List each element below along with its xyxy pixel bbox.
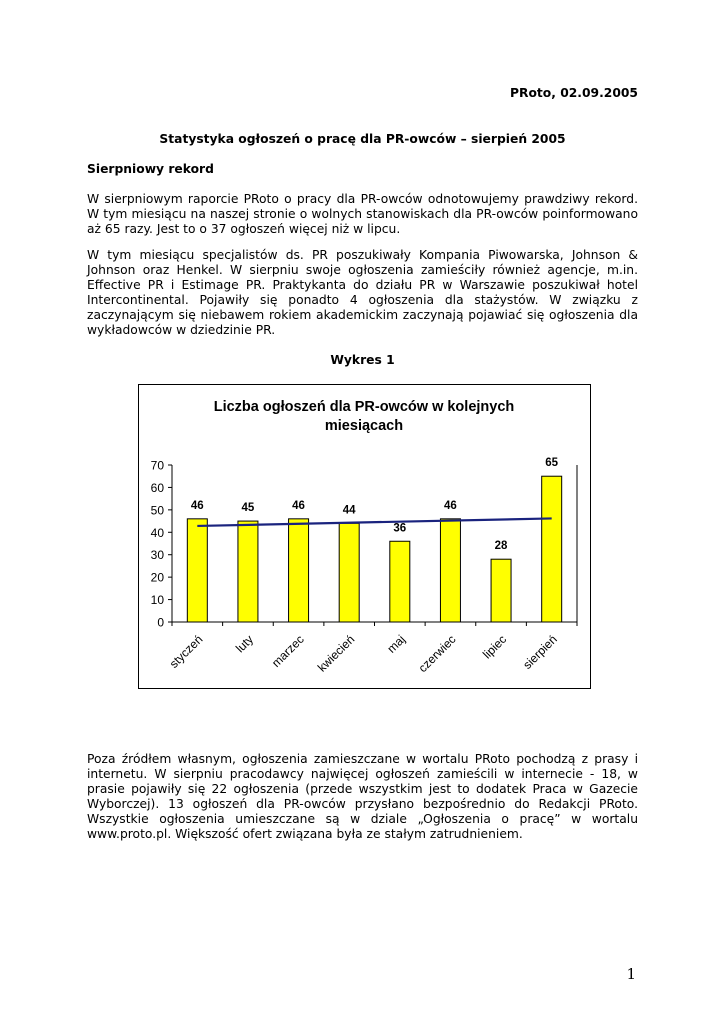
date-line: PRoto, 02.09.2005	[509, 86, 638, 100]
x-tick-label: luty	[232, 632, 257, 656]
bar-luty	[238, 521, 258, 622]
bar-styczeń	[187, 519, 207, 622]
data-label: 44	[342, 504, 356, 517]
y-tick-label: 50	[150, 503, 164, 518]
data-label: 46	[190, 499, 204, 512]
paragraph-1: W sierpniowym raporcie PRoto o pracy dla PR-owców odnotowujemy prawdziwy rekord. W tym miesiącu na naszej stronie o wolnych stanowiskach dla PR-owców poinformowano aż 65 razy. Jest to o 37 ogłoszeń więcej niż w lipcu.	[87, 192, 638, 236]
x-tick-label: czerwiec	[415, 632, 459, 676]
x-tick-label: maj	[384, 632, 408, 656]
data-label: 28	[494, 540, 508, 553]
y-tick-label: 30	[150, 548, 164, 563]
x-tick-label: marzec	[268, 632, 307, 670]
data-label: 46	[444, 499, 457, 512]
data-label: 45	[241, 502, 255, 515]
x-tick-label: lipiec	[479, 632, 510, 662]
x-tick-label: kwiecień	[314, 632, 358, 675]
bar-marzec	[289, 519, 309, 622]
page-number: 1	[626, 965, 636, 983]
x-tick-label: styczeń	[166, 632, 206, 671]
x-tick-label: sierpień	[520, 632, 560, 672]
chart-container	[138, 384, 591, 689]
data-label: 46	[292, 499, 305, 512]
y-tick-label: 0	[157, 615, 164, 630]
bar-chart	[139, 385, 590, 688]
document-title: Statystyka ogłoszeń o pracę dla PR-owców – sierpień 2005	[159, 132, 566, 146]
chart-title-line1: Liczba ogłoszeń dla PR-owców w kolejnych	[213, 399, 515, 415]
bar-kwiecień	[339, 523, 359, 622]
y-tick-label: 20	[150, 570, 164, 585]
bar-czerwiec	[440, 519, 460, 622]
section-heading: Sierpniowy rekord	[87, 162, 214, 176]
y-tick-label: 60	[150, 480, 164, 495]
y-tick-label: 40	[150, 525, 164, 540]
bar-sierpień	[542, 476, 562, 622]
paragraph-3: Poza źródłem własnym, ogłoszenia zamieszczane w wortalu PRoto pochodzą z prasy i internetu. W sierpniu pracodawcy najwięcej ogłoszeń zamieścili w internecie - 18, w prasie pojawiły się 22 ogłoszenia (przede wszystkim jest to dodatek Praca w Gazecie Wyborczej). 13 ogłoszeń dla PR-owców przysłano bezpośrednio do Redakcji PRoto. Wszystkie ogłoszenia umieszczane są w dziale „Ogłoszenia o pracę” w wortalu www.proto.pl. Większość ofert związana była ze stałym zatrudnieniem.	[87, 752, 638, 841]
chart-title-line2: miesiącach	[324, 418, 404, 434]
data-label: 65	[545, 457, 559, 470]
y-tick-label: 70	[150, 458, 164, 473]
bar-maj	[390, 541, 410, 622]
data-label: 36	[393, 522, 407, 535]
y-tick-label: 10	[150, 593, 164, 608]
chart-caption: Wykres 1	[330, 353, 395, 367]
bar-lipiec	[491, 559, 511, 622]
paragraph-2: W tym miesiącu specjalistów ds. PR poszukiwały Kompania Piwowarska, Johnson & Johnson oraz Henkel. W sierpniu swoje ogłoszenia zamieściły również agencje, m.in. Effective PR i Estimage PR. Praktykanta do działu PR w Warszawie poszukiwał hotel Intercontinental. Pojawiły się ponadto 4 ogłoszenia dla stażystów. W związku z zaczynającym się niebawem rokiem akademickim zaczynają pojawiać się ogłoszenia dla wykładowców w dziedzinie PR.	[87, 248, 638, 337]
